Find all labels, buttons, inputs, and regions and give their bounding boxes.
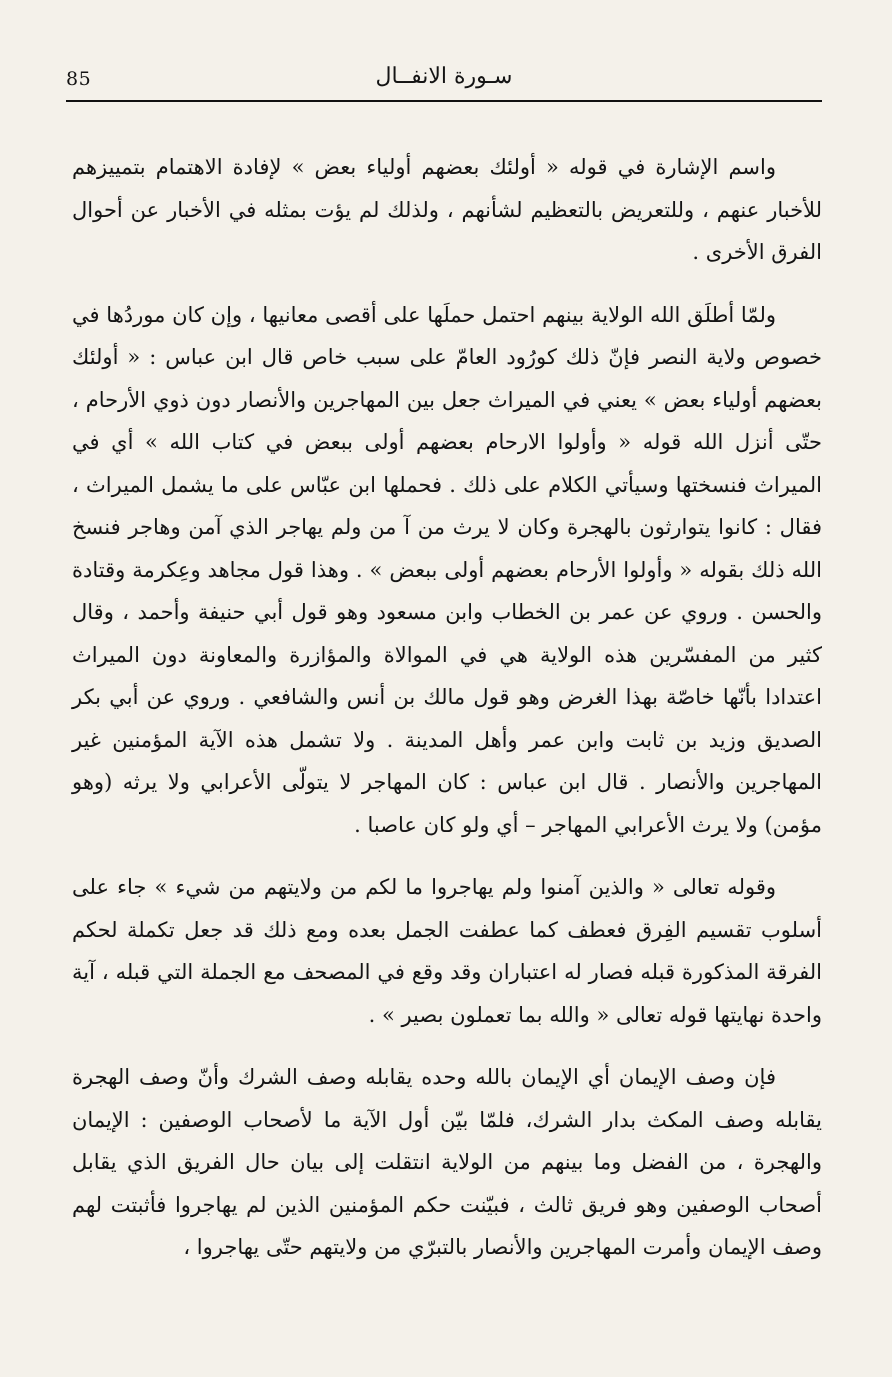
page-header xyxy=(66,62,822,102)
paragraph-3: وقوله تعالى « والذين آمنوا ولم يهاجروا ما لكم من ولايتهم من شيء » جاء على أسلوب تقسيم الفِرق فعطف كما عطفت الجمل بعده ومع ذلك قد جعل تكملة لحكم الفرقة المذكورة قبله فصار له اعتباران وقد وقع في المصحف مع الجملة التي قبله ، آية واحدة نهايتها قوله تعالى « والله بما تعملون بصير » . xyxy=(72,875,822,1027)
running-title: سـورة الانفــال xyxy=(375,64,513,89)
paragraph-1: واسم الإشارة في قوله « أولئك بعضهم أولياء بعض » لإفادة الاهتمام بتمييزهم للأخبار عنهم ، وللتعريض بالتعظيم لشأنهم ، ولذلك لم يؤت بمثله في الأخبار عن أحوال الفرق الأخرى . xyxy=(72,155,822,264)
page-number: 85 xyxy=(66,68,92,90)
paragraph-2: ولمّا أطلَق الله الولاية بينهم احتمل حملَها على أقصى معانيها ، وإن كان موردُها في خصوص ولاية النصر فإنّ ذلك كورُود العامّ على سبب خاص قال ابن عباس : « أولئك بعضهم أولياء بعض » يعني في الميراث جعل بين المهاجرين والأنصار دون ذوي الأرحام ، حتّى أنزل الله قوله « وأولوا الارحام بعضهم أولى ببعض في كتاب الله » أي في الميراث فنسختها وسيأتي الكلام على ذلك . فحملها ابن عبّاس على ما يشمل الميراث ، فقال : كانوا يتوارثون بالهجرة وكان لا يرث من آ من ولم يهاجر الذي آمن وهاجر فنسخ الله ذلك بقوله « وأولوا الأرحام بعضهم أولى ببعض » . وهذا قول مجاهد وعِكرمة وقتادة والحسن . وروي عن عمر بن الخطاب وابن مسعود وهو قول أبي حنيفة وأحمد ، وقال كثير من المفسّرين هذه الولاية هي في الموالاة والمؤازرة والمعاونة دون الميراث اعتدادا بأنّها خاصّة بهذا الغرض وهو قول مالك بن أنس والشافعي . وروي عن أبي بكر الصديق وزيد بن ثابت وابن عمر وأهل المدينة . ولا تشمل هذه الآية المؤمنين غير المهاجرين والأنصار . قال ابن عباس : كان المهاجر لا يتولّى الأعرابي ولا يرثه (وهو مؤمن) ولا يرث الأعرابي المهاجر – أي ولو كان عاصبا . xyxy=(72,302,822,837)
page-body xyxy=(72,146,822,1269)
paragraph-4: فإن وصف الإيمان أي الإيمان بالله وحده يقابله وصف الشرك وأنّ وصف الهجرة يقابله وصف المكث بدار الشرك، فلمّا بيّن أول الآية ما لأصحاب الوصفين : الإيمان والهجرة ، من الفضل وما بينهم من الولاية انتقلت إلى بيان حال الفريق الذي يقابل أصحاب الوصفين وهو فريق ثالث ، فبيّنت حكم المؤمنين الذين لم يهاجروا فأثبتت لهم وصف الإيمان وأمرت المهاجرين والأنصار بالتبرّي من ولايتهم حتّى يهاجروا ، xyxy=(72,1065,822,1259)
header-rule xyxy=(66,100,822,102)
